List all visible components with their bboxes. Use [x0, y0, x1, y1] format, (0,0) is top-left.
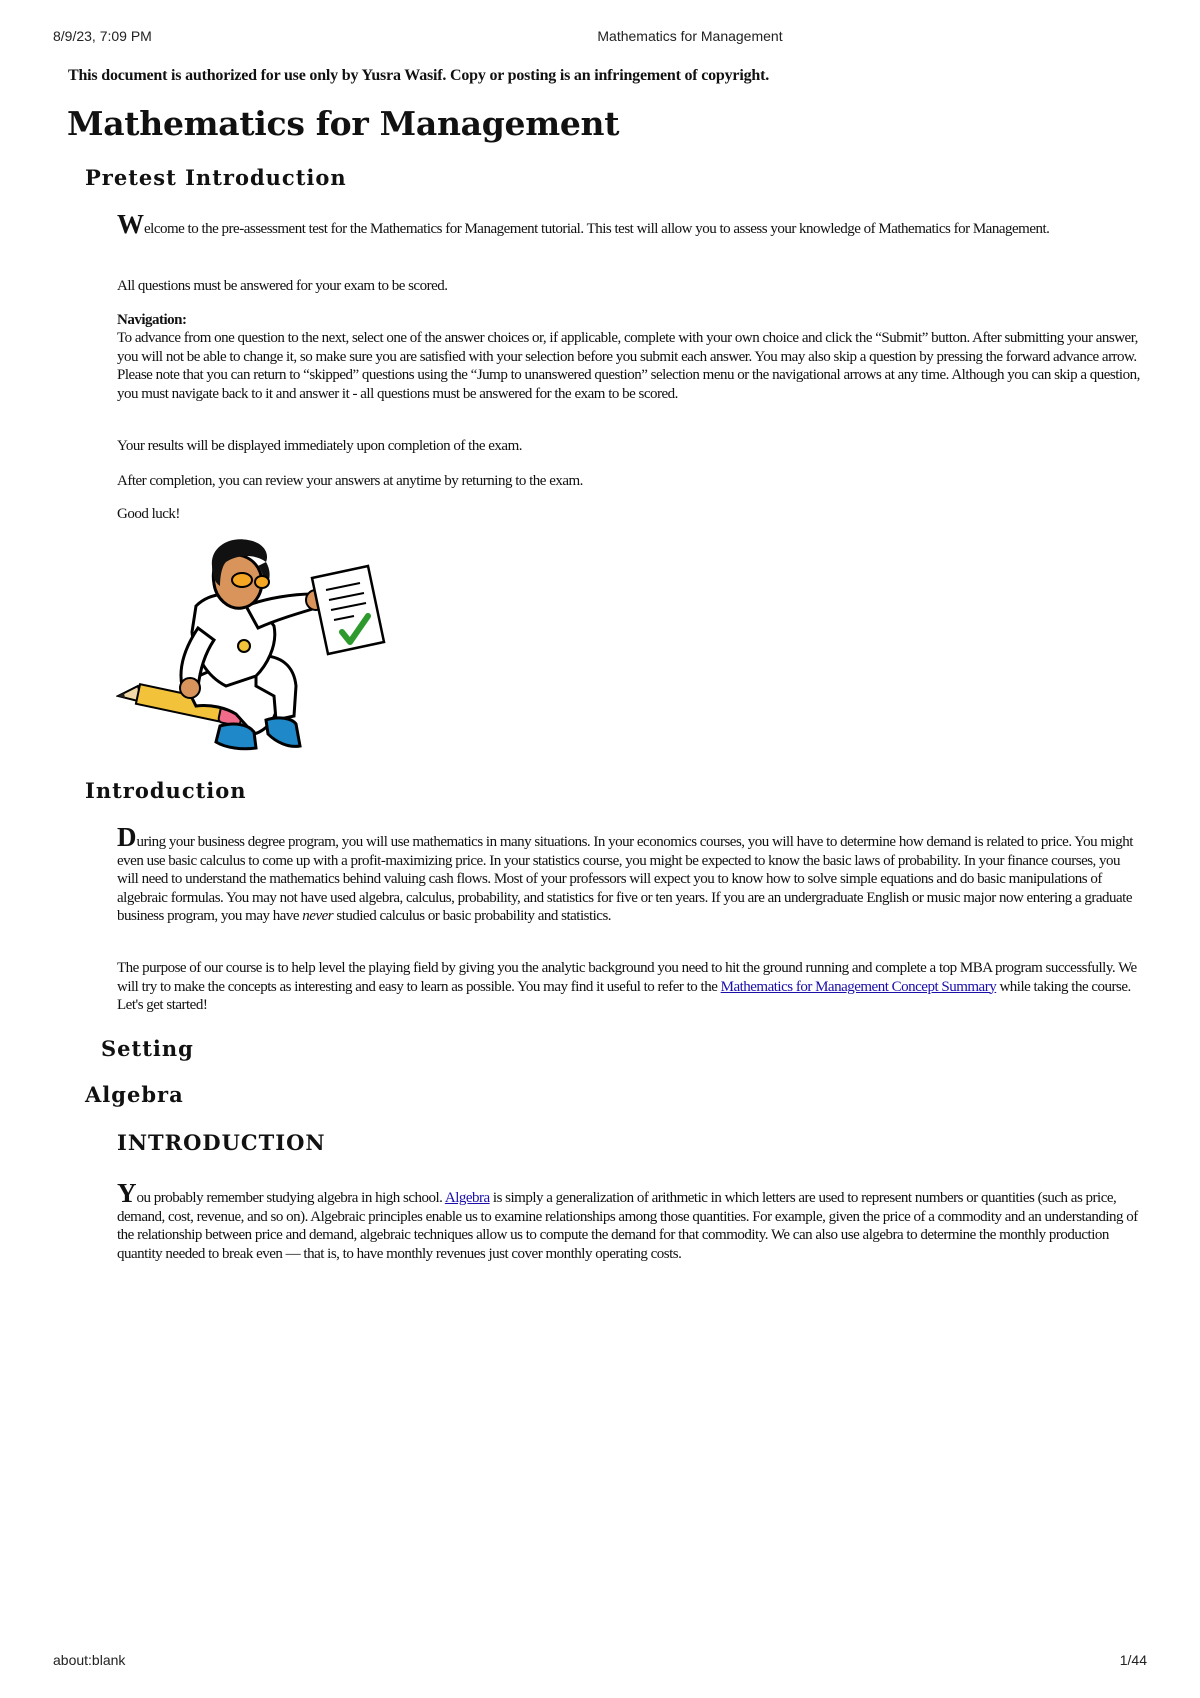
page-number: 1/44 — [1119, 1652, 1147, 1668]
algebra-dropcap: Y — [117, 1178, 137, 1208]
algebra-heading: Algebra — [85, 1082, 184, 1107]
results-text: Your results will be displayed immediately upon completion of the exam. — [117, 438, 522, 454]
welcome-text: elcome to the pre-assessment test for the Mathematics for Management tutorial. This test will allow you to assess your knowledge of Mathematics for Management. — [144, 221, 1050, 237]
purpose-paragraph — [117, 959, 1142, 1015]
copyright-notice: This document is authorized for use only by Yusra Wasif. Copy or posting is an infringement of copyright. — [68, 67, 770, 84]
during-text-2: studied calculus or basic probability and statistics. — [333, 908, 612, 924]
after-completion-text: After completion, you can review your answers at anytime by returning to the exam. — [117, 473, 583, 489]
welcome-dropcap: W — [117, 209, 144, 239]
print-header — [0, 28, 1200, 48]
print-doc-title: Mathematics for Management — [597, 28, 783, 44]
purpose-end: while taking the course. Let's get started! — [117, 978, 1131, 1013]
algebra-link[interactable]: Algebra — [444, 1190, 490, 1206]
algebra-introduction-subheading: INTRODUCTION — [117, 1130, 326, 1155]
concept-summary-link[interactable]: Mathematics for Management Concept Summary — [720, 978, 997, 995]
purpose-text: The purpose of our course is to help level the playing field by giving you the analytic background you need to hit the ground running and complete a top MBA program successfully. We will try to make the concepts as interesting and easy to learn as possible. You may find it useful to refer to the — [117, 960, 1137, 995]
good-luck-text: Good luck! — [117, 506, 180, 522]
setting-heading: Setting — [101, 1036, 194, 1061]
print-footer — [0, 1652, 1200, 1672]
algebra-paragraph — [117, 1178, 1142, 1263]
page-title: Mathematics for Management — [67, 104, 620, 143]
pretest-heading: Pretest Introduction — [85, 165, 347, 190]
during-paragraph — [117, 822, 1142, 926]
welcome-paragraph — [117, 209, 1142, 239]
left-shoe-icon — [216, 724, 256, 749]
during-italic: never — [302, 908, 334, 924]
print-date: 8/9/23, 7:09 PM — [53, 28, 152, 44]
introduction-heading: Introduction — [85, 778, 247, 803]
navigation-text: To advance from one question to the next, select one of the answer choices or, if applicable, complete with your own choice and click the “Submit” button. After submitting your answer, you will not be able to change it, so make sure you are satisfied with your selection before you submit each answer. You may also skip a question by pressing the forward advance arrow. Please note that you can return to “skipped” questions using the “Jump to unanswered question” selection menu or the navigational arrows at any time. Although you can skip a question, you must navigate back to it and answer it - all questions must be answered for the exam to be scored. — [117, 330, 1140, 402]
during-dropcap: D — [117, 822, 137, 852]
algebra-text-1: ou probably remember studying algebra in high school. — [136, 1190, 445, 1206]
print-url: about:blank — [53, 1652, 126, 1668]
navigation-label: Navigation: — [117, 312, 187, 328]
algebra-text-2: is simply a generalization of arithmetic in which letters are used to represent numbers or quantities (such as price, demand, cost, revenue, and so on). Algebraic principles enable us to examine relationships among those quantities. For example, given the price of a commodity and an understanding of the relationship between price and demand, algebraic techniques allow us to compute the demand for that commodity. We can also use algebra to determine the monthly production quantity needed to break even — that is, to have monthly revenues just cover monthly operating costs. — [117, 1190, 1138, 1262]
graded-paper-icon — [312, 566, 384, 654]
right-shoe-icon — [266, 718, 300, 746]
student-with-pencil-illustration — [116, 536, 406, 758]
all-questions-text: All questions must be answered for your exam to be scored. — [117, 278, 448, 294]
during-text-1: uring your business degree program, you will use mathematics in many situations. In your economics courses, you will have to determine how demand is related to price. You might even use basic calculus to come up with a profit-maximizing price. In your statistics course, you might be expected to know the basic laws of probability. In your finance courses, you will need to understand the mathematics behind valuing cash flows. Most of your professors will expect you to know how to solve simple equations and do basic manipulations of algebraic formulas. You may not have used algebra, calculus, probability, and statistics for five or ten years. If you are an undergraduate English or music major now entering a graduate business program, you may have — [117, 834, 1133, 924]
